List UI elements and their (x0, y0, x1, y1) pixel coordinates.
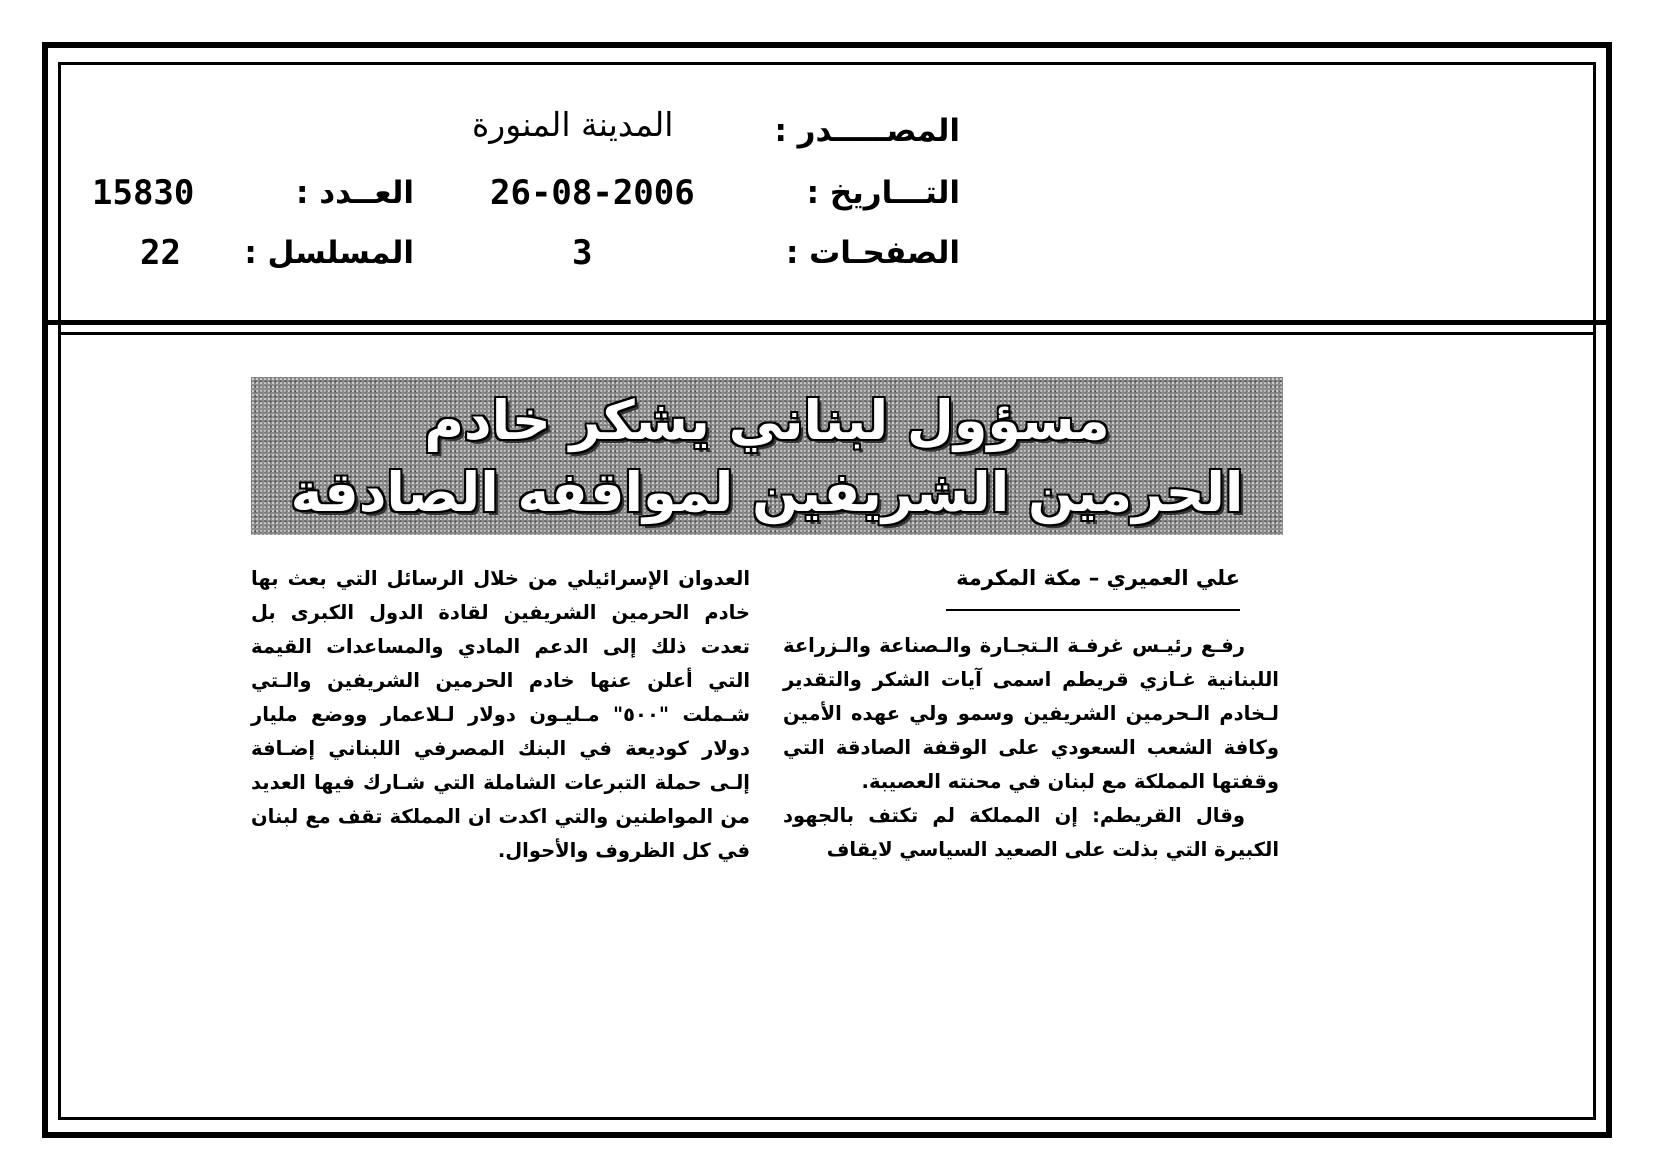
article-column-right (783, 629, 1279, 867)
source-label: المصـــــدر : (774, 113, 960, 149)
article-paragraph-2: وقال القريطم: إن المملكة لم تكتف بالجهود الكبيرة التي بذلت على الصعيد السياسي لايقاف (783, 804, 1279, 861)
date-value: 26-08-2006 (490, 173, 695, 213)
article-column-left (251, 562, 750, 868)
article-paragraph-3: العدوان الإسرائيلي من خلال الرسائل التي بعث بها خادم الحرمين الشريفين لقادة الدول الكبرى بل تعدت ذلك إلى الدعم المادي والمساعدات القيمة التي أعلن عنها خادم الحرمين الشريفين والـتي شـملت "٥٠٠" مـليـون دولار لـلاعمار ووضع مليار دولار كوديعة في البنك المصرفي اللبناني إضـافة إلـى حملة التبرعات الشاملة التي شـارك فيها العديد من المواطنين والتي اكدت ان المملكة تقف مع لبنان في كل الظروف والأحوال. (251, 567, 750, 862)
issue-value: 15830 (92, 173, 195, 213)
header-divider-thin (58, 332, 1596, 335)
source-value: المدينة المنورة (472, 105, 674, 144)
header-divider (42, 320, 1612, 325)
pages-label: الصفحـات : (785, 235, 960, 271)
article-paragraph-1: رفـع رئيـس غرفـة الـتجـارة والـصناعة والـزراعة اللبنانية غـازي قريطم اسمى آيات الشكر والتقدير لـخادم الـحرمين الشريفين وسمو ولي عهده الأمين وكافة الشعب السعودي على الوقفة الصادقة التي وقفتها المملكة مع لبنان في محنته العصيبة. (783, 634, 1279, 793)
headline-line-1: مسؤول لبناني يشكر خادم (424, 389, 1110, 452)
pages-value: 3 (572, 233, 593, 273)
serial-value: 22 (140, 233, 181, 273)
byline-rule (946, 609, 1240, 611)
byline: علي العميري – مكة المكرمة (956, 566, 1240, 590)
date-label: التـــاريخ : (806, 175, 960, 211)
headline-line-2: الحرمين الشريفين لمواقفه الصادقة (290, 461, 1244, 524)
headline-banner (251, 377, 1283, 535)
serial-label: المسلسل : (244, 235, 414, 271)
issue-label: العــدد : (296, 175, 414, 211)
